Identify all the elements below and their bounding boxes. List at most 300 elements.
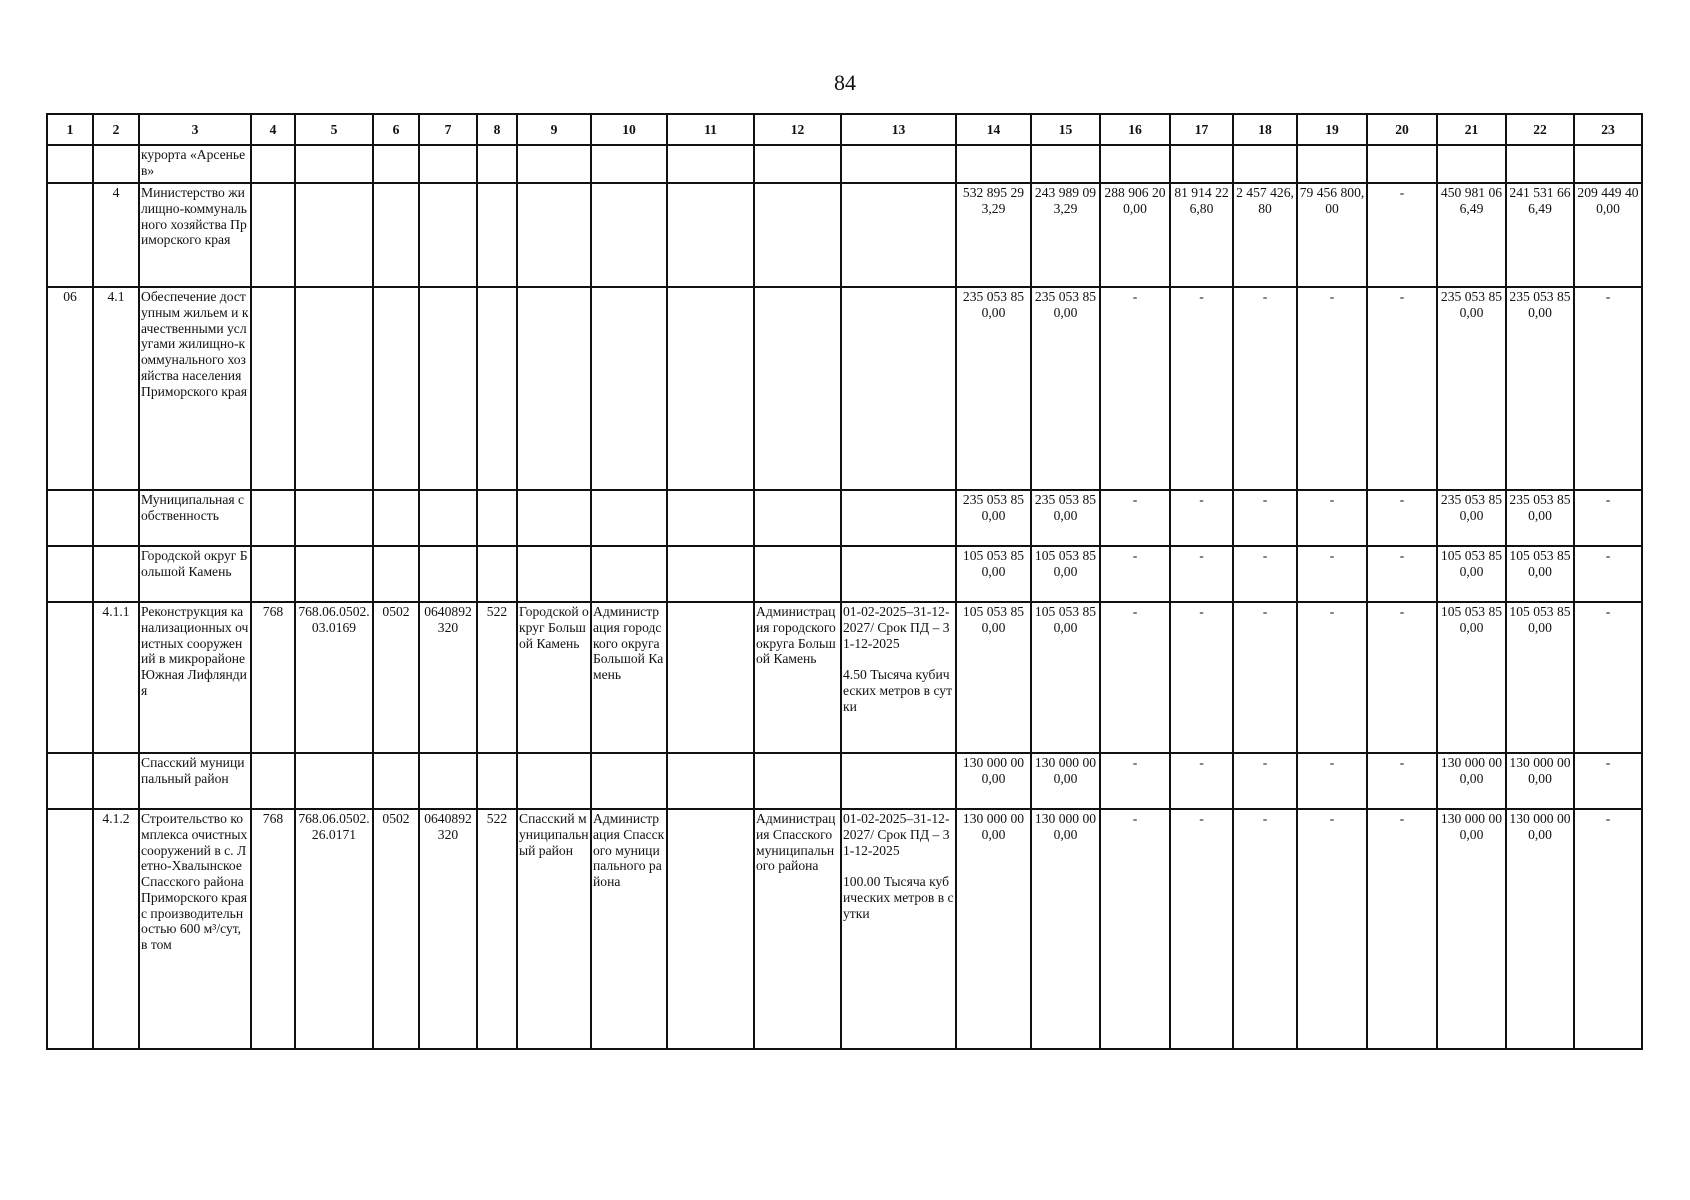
cell-text: 130 000 000,00 (1034, 755, 1097, 786)
cell-text: Городской округ Большой Камень (141, 548, 248, 579)
cell-text: - (1399, 755, 1405, 770)
cell-text: 130 000 000,00 (1509, 755, 1571, 786)
table-cell (139, 145, 251, 183)
table-cell (373, 490, 419, 546)
table-cell (1233, 809, 1297, 1049)
table-cell (956, 809, 1031, 1049)
cell-text: 105 053 850,00 (1440, 548, 1503, 579)
cell-text: 105 053 850,00 (1509, 548, 1571, 579)
table-cell (517, 809, 591, 1049)
table-cell (1506, 546, 1574, 602)
cell-text: 06 (63, 289, 77, 304)
cell-text: - (1329, 811, 1335, 826)
table-cell (47, 490, 93, 546)
column-header-8: 8 (477, 114, 517, 145)
column-header-17: 17 (1170, 114, 1233, 145)
table-cell (1170, 602, 1233, 753)
table-cell (1574, 490, 1642, 546)
table-cell (1574, 753, 1642, 809)
table-cell (47, 183, 93, 287)
table-cell (667, 809, 754, 1049)
table-cell (295, 490, 373, 546)
cell-text: - (1262, 604, 1268, 619)
table-cell (139, 546, 251, 602)
table-cell (419, 809, 477, 1049)
table-cell (591, 287, 667, 490)
cell-text: 241 531 666,49 (1509, 185, 1571, 216)
cell-text: Администрация городского округа Большой Камень (756, 604, 836, 667)
cell-text: 4 (112, 185, 120, 200)
table-cell (1574, 287, 1642, 490)
table-cell (1100, 753, 1170, 809)
cell-text: 105 053 850,00 (1034, 604, 1097, 635)
table-cell (1506, 753, 1574, 809)
column-header-16: 16 (1100, 114, 1170, 145)
table-cell (517, 287, 591, 490)
table-cell (1367, 183, 1437, 287)
cell-text: - (1262, 811, 1268, 826)
cell-text: Реконструкция канализационных очистных сооружений в микрорайоне Южная Лифляндия (141, 604, 249, 698)
table-cell (1170, 145, 1233, 183)
table-cell (1506, 287, 1574, 490)
column-header-5: 5 (295, 114, 373, 145)
table-cell (667, 287, 754, 490)
cell-text: - (1329, 548, 1335, 563)
table-cell (47, 546, 93, 602)
table-cell (1233, 546, 1297, 602)
table-cell (373, 753, 419, 809)
table-cell (1233, 145, 1297, 183)
table-cell (1506, 809, 1574, 1049)
table-cell (139, 809, 251, 1049)
cell-text: - (1262, 755, 1268, 770)
table-cell (754, 809, 841, 1049)
cell-text: 2 457 426,80 (1236, 185, 1294, 216)
table-cell (1367, 145, 1437, 183)
table-cell (295, 602, 373, 753)
cell-text: - (1262, 492, 1268, 507)
table-cell (251, 287, 295, 490)
cell-text: - (1199, 811, 1204, 826)
cell-text: Строительство комплекса очистных сооружений в с. Летно-Хвалынское Спасского района Приморского края с производительностью 600 м³/сут, в том (141, 811, 248, 953)
table-cell (1031, 546, 1100, 602)
column-header-19: 19 (1297, 114, 1367, 145)
table-cell (754, 183, 841, 287)
table-cell (1506, 490, 1574, 546)
cell-text: - (1132, 289, 1138, 304)
cell-text: 130 000 000,00 (1440, 755, 1503, 786)
table-cell (841, 145, 956, 183)
cell-text: 768 (262, 811, 284, 826)
cell-text: 4.1.2 (102, 811, 130, 826)
column-header-22: 22 (1506, 114, 1574, 145)
cell-text: 130 000 000,00 (962, 755, 1025, 786)
cell-text: 288 906 200,00 (1104, 185, 1166, 216)
column-header-6: 6 (373, 114, 419, 145)
budget-table (46, 113, 1643, 1050)
table-cell (93, 809, 139, 1049)
table-cell (956, 287, 1031, 490)
table-row (47, 546, 1642, 602)
table-cell (841, 809, 956, 1049)
table-cell (139, 602, 251, 753)
cell-text: - (1605, 811, 1611, 826)
table-cell (517, 602, 591, 753)
table-cell (1506, 183, 1574, 287)
table-cell (1367, 602, 1437, 753)
cell-text: 01-02-2025–31-12-2027/ Срок ПД – 31-12-2025 4.50 Тысяча кубических метров в сутки (843, 604, 953, 714)
table-cell (373, 809, 419, 1049)
table-cell (956, 602, 1031, 753)
table-cell (251, 183, 295, 287)
table-row (47, 602, 1642, 753)
table-cell (47, 602, 93, 753)
table-cell (841, 287, 956, 490)
cell-text: 105 053 850,00 (962, 604, 1025, 635)
cell-text: 0502 (382, 811, 410, 826)
table-cell (373, 183, 419, 287)
cell-text: - (1199, 289, 1204, 304)
table-cell (1031, 183, 1100, 287)
table-cell (841, 490, 956, 546)
cell-text: 130 000 000,00 (962, 811, 1025, 842)
table-cell (1437, 287, 1506, 490)
table-cell (1031, 809, 1100, 1049)
table-cell (1297, 546, 1367, 602)
table-cell (1031, 753, 1100, 809)
cell-text: 235 053 850,00 (962, 289, 1025, 320)
cell-text: Министерство жилищно-коммунального хозяйства Приморского края (141, 185, 247, 248)
table-cell (1233, 183, 1297, 287)
table-cell (591, 753, 667, 809)
table-cell (754, 287, 841, 490)
table-cell (1367, 546, 1437, 602)
table-cell (419, 183, 477, 287)
table-cell (47, 809, 93, 1049)
table-cell (477, 287, 517, 490)
cell-text: - (1605, 548, 1611, 563)
table-cell (419, 602, 477, 753)
table-cell (477, 490, 517, 546)
table-cell (477, 602, 517, 753)
cell-text: 209 449 400,00 (1577, 185, 1639, 216)
cell-text: 01-02-2025–31-12-2027/ Срок ПД – 31-12-2025 100.00 Тысяча кубических метров в сутки (843, 811, 954, 921)
table-cell (1367, 490, 1437, 546)
table-cell (667, 602, 754, 753)
table-cell (1233, 490, 1297, 546)
table-cell (1233, 287, 1297, 490)
table-cell (1367, 287, 1437, 490)
table-cell (1233, 602, 1297, 753)
table-cell (1297, 809, 1367, 1049)
table-cell (754, 753, 841, 809)
table-row (47, 809, 1642, 1049)
table-cell (1100, 602, 1170, 753)
column-header-23: 23 (1574, 114, 1642, 145)
table-cell (93, 490, 139, 546)
table-row (47, 490, 1642, 546)
table-cell (1170, 809, 1233, 1049)
table-cell (477, 183, 517, 287)
table-cell (93, 602, 139, 753)
table-cell (1437, 183, 1506, 287)
cell-text: - (1132, 492, 1138, 507)
cell-text: - (1262, 289, 1268, 304)
table-cell (295, 287, 373, 490)
page-number: 84 (834, 70, 856, 95)
table-cell (517, 546, 591, 602)
cell-text: 450 981 066,49 (1440, 185, 1503, 216)
cell-text: Администрация Спасского муниципального района (593, 811, 665, 890)
table-cell (295, 183, 373, 287)
cell-text: 105 053 850,00 (1440, 604, 1503, 635)
table-cell (419, 287, 477, 490)
cell-text: Муниципальная собственность (141, 492, 245, 523)
table-cell (47, 753, 93, 809)
table-cell (1100, 287, 1170, 490)
table-cell (754, 602, 841, 753)
table-cell (667, 490, 754, 546)
table-cell (1100, 490, 1170, 546)
table-cell (93, 546, 139, 602)
table-cell (139, 183, 251, 287)
table-cell (295, 145, 373, 183)
table-cell (93, 753, 139, 809)
column-header-3: 3 (139, 114, 251, 145)
table-cell (93, 145, 139, 183)
table-cell (517, 753, 591, 809)
table-cell (1506, 145, 1574, 183)
table-cell (1031, 145, 1100, 183)
table-cell (251, 602, 295, 753)
cell-text: 4.1 (107, 289, 125, 304)
table-cell (419, 145, 477, 183)
cell-text: 235 053 850,00 (1509, 492, 1571, 523)
table-cell (139, 287, 251, 490)
cell-text: - (1199, 492, 1204, 507)
table-cell (1031, 287, 1100, 490)
cell-text: 522 (486, 604, 508, 619)
table-cell (1506, 602, 1574, 753)
table-row (47, 287, 1642, 490)
cell-text: - (1329, 289, 1335, 304)
cell-text: 235 053 850,00 (1034, 289, 1097, 320)
table-cell (1297, 183, 1367, 287)
cell-text: 768.06.0502.03.0169 (298, 604, 370, 635)
table-cell (1437, 145, 1506, 183)
table-cell (1100, 183, 1170, 287)
cell-text: 235 053 850,00 (962, 492, 1025, 523)
table-cell (477, 145, 517, 183)
table-cell (1100, 145, 1170, 183)
table-cell (754, 546, 841, 602)
column-header-4: 4 (251, 114, 295, 145)
table-cell (1437, 602, 1506, 753)
table-row (47, 753, 1642, 809)
cell-text: - (1399, 492, 1405, 507)
cell-text: курорта «Арсеньев» (141, 147, 246, 178)
table-cell (1100, 809, 1170, 1049)
table-cell (841, 602, 956, 753)
cell-text: 4.1.1 (102, 604, 130, 619)
table-cell (419, 546, 477, 602)
table-cell (591, 490, 667, 546)
table-cell (251, 546, 295, 602)
cell-text: Администрация Спасского муниципального района (756, 811, 836, 874)
cell-text: 235 053 850,00 (1440, 289, 1503, 320)
table-header-row (47, 114, 1642, 145)
table-cell (1100, 546, 1170, 602)
cell-text: 768 (262, 604, 284, 619)
cell-text: 105 053 850,00 (1509, 604, 1571, 635)
table-cell (373, 602, 419, 753)
table-cell (419, 753, 477, 809)
table-cell (667, 546, 754, 602)
cell-text: - (1399, 811, 1405, 826)
table-cell (1297, 490, 1367, 546)
table-cell (373, 287, 419, 490)
cell-text: Городской округ Большой Камень (519, 604, 589, 651)
table-cell (1297, 287, 1367, 490)
table-cell (295, 546, 373, 602)
cell-text: - (1605, 604, 1611, 619)
table-cell (1367, 753, 1437, 809)
table-cell (1574, 602, 1642, 753)
column-header-13: 13 (841, 114, 956, 145)
table-cell (1031, 490, 1100, 546)
column-header-10: 10 (591, 114, 667, 145)
cell-text: Обеспечение доступным жильем и качественными услугами жилищно-коммунального хозяйства населения Приморского края (141, 289, 249, 399)
table-row (47, 183, 1642, 287)
cell-text: - (1605, 755, 1611, 770)
cell-text: - (1132, 604, 1138, 619)
table-cell (841, 546, 956, 602)
cell-text: 0502 (382, 604, 410, 619)
cell-text: 0640892320 (424, 811, 472, 842)
cell-text: 130 000 000,00 (1440, 811, 1503, 842)
column-header-7: 7 (419, 114, 477, 145)
table-cell (591, 183, 667, 287)
table-cell (1574, 145, 1642, 183)
table-cell (591, 809, 667, 1049)
table-cell (373, 546, 419, 602)
cell-text: 130 000 000,00 (1034, 811, 1097, 842)
cell-text: 235 053 850,00 (1509, 289, 1571, 320)
table-cell (667, 183, 754, 287)
table-cell (517, 183, 591, 287)
table-cell (1297, 602, 1367, 753)
table-cell (754, 490, 841, 546)
table-cell (517, 490, 591, 546)
table-cell (47, 145, 93, 183)
cell-text: 79 456 800,00 (1299, 185, 1365, 216)
cell-text: 235 053 850,00 (1440, 492, 1503, 523)
table-cell (1437, 809, 1506, 1049)
table-cell (139, 753, 251, 809)
table-cell (841, 753, 956, 809)
cell-text: - (1329, 755, 1335, 770)
table-cell (1031, 602, 1100, 753)
cell-text: 243 989 093,29 (1034, 185, 1097, 216)
table-cell (1170, 546, 1233, 602)
cell-text: Администрация городского округа Большой Камень (593, 604, 664, 683)
cell-text: 0640892320 (424, 604, 472, 635)
cell-text: - (1605, 492, 1611, 507)
table-cell (667, 753, 754, 809)
table-cell (591, 602, 667, 753)
column-header-18: 18 (1233, 114, 1297, 145)
cell-text: - (1132, 811, 1138, 826)
table-cell (93, 287, 139, 490)
table-cell (1574, 183, 1642, 287)
table-cell (1437, 753, 1506, 809)
table-cell (1574, 546, 1642, 602)
cell-text: 532 895 293,29 (962, 185, 1025, 216)
column-header-15: 15 (1031, 114, 1100, 145)
cell-text: 768.06.0502.26.0171 (298, 811, 370, 842)
table-cell (477, 546, 517, 602)
column-header-9: 9 (517, 114, 591, 145)
cell-text: - (1399, 604, 1405, 619)
table-cell (93, 183, 139, 287)
table-cell (251, 753, 295, 809)
table-cell (477, 753, 517, 809)
table-cell (1437, 546, 1506, 602)
cell-text: - (1399, 548, 1405, 563)
table-cell (667, 145, 754, 183)
table-cell (517, 145, 591, 183)
cell-text: - (1132, 548, 1138, 563)
cell-text: Спасский муниципальный район (141, 755, 245, 786)
cell-text: 81 914 226,80 (1174, 185, 1229, 216)
table-cell (251, 490, 295, 546)
cell-text: - (1199, 755, 1204, 770)
table-row (47, 145, 1642, 183)
table-cell (956, 490, 1031, 546)
cell-text: 105 053 850,00 (1034, 548, 1097, 579)
cell-text: - (1399, 289, 1405, 304)
table-cell (1297, 145, 1367, 183)
table-cell (251, 145, 295, 183)
table-cell (1574, 809, 1642, 1049)
column-header-11: 11 (667, 114, 754, 145)
table-cell (1170, 183, 1233, 287)
cell-text: - (1262, 548, 1268, 563)
table-cell (139, 490, 251, 546)
cell-text: - (1329, 492, 1335, 507)
table-cell (956, 145, 1031, 183)
table-cell (251, 809, 295, 1049)
column-header-1: 1 (47, 114, 93, 145)
table-cell (477, 809, 517, 1049)
table-cell (295, 753, 373, 809)
table-cell (754, 145, 841, 183)
column-header-2: 2 (93, 114, 139, 145)
cell-text: 130 000 000,00 (1509, 811, 1571, 842)
column-header-12: 12 (754, 114, 841, 145)
table-cell (1367, 809, 1437, 1049)
table-cell (1437, 490, 1506, 546)
cell-text: - (1329, 604, 1335, 619)
cell-text: - (1199, 548, 1204, 563)
table-cell (956, 753, 1031, 809)
cell-text: - (1199, 604, 1204, 619)
table-cell (841, 183, 956, 287)
table-cell (591, 145, 667, 183)
table-cell (591, 546, 667, 602)
column-header-20: 20 (1367, 114, 1437, 145)
table-cell (1170, 287, 1233, 490)
